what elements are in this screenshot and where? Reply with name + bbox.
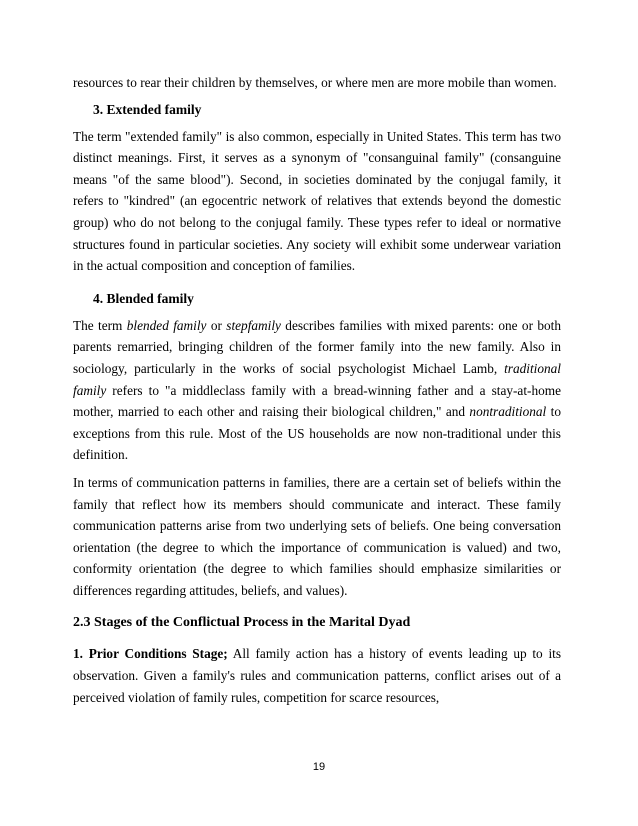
paragraph-blended-family bbox=[73, 315, 561, 466]
paragraph-extended-family: The term "extended family" is also common, especially in United States. This term has two distinct meanings. First, it serves as a synonym of "consanguinal family" (consanguine means "of the same blood"). Second, in societies dominated by the conjugal family, it refers to "kindred" (an egocentric network of relatives that extends beyond the domestic group) who do not belong to the conjugal family. These types refer to ideal or normative structures found in particular societies. Any society will exhibit some underwear variation in the actual composition and conception of families. bbox=[73, 128, 561, 274]
heading-stages-conflictual-process: 2.3 Stages of the Conflictual Process in the Marital Dyad bbox=[73, 615, 411, 631]
paragraph-communication-patterns: In terms of communication patterns in families, there are a certain set of beliefs within the family that reflect how its members should communicate and interact. These family communication patterns arise from two underlying sets of beliefs. One being conversation orientation (the degree to which the importance of communication is valued) and two, conformity orientation (the degree to which families should emphasize similarities or differences regarding attitudes, beliefs, and values). bbox=[73, 474, 561, 598]
paragraph-prior-conditions bbox=[73, 643, 561, 708]
term-nontraditional: nontraditional bbox=[469, 404, 547, 420]
term-stepfamily: stepfamily bbox=[226, 317, 281, 333]
term-blended-family: blended family bbox=[126, 317, 207, 333]
term-traditional-family: traditional family bbox=[73, 360, 561, 398]
text-run: describes families with mixed parents: one or both parents remarried, bringing children of the former family into the new family. Also in sociology, particularly in the works of social psychologist Michael Lamb, bbox=[73, 317, 562, 376]
text-run: or bbox=[206, 317, 227, 333]
term-prior-conditions-stage: 1. Prior Conditions Stage; bbox=[73, 646, 228, 662]
text-run: to exceptions from this rule. Most of the US households are now non-traditional under this definition. bbox=[73, 404, 561, 463]
page-content bbox=[73, 72, 561, 708]
text-run: All family action has a history of events leading up to its observation. Given a family's rules and communication patterns, conflict arises out of a perceived violation of family rules, competition for scarce resources, bbox=[73, 646, 562, 705]
text-run: The term bbox=[73, 317, 127, 333]
heading-extended-family: 3. Extended family bbox=[93, 101, 202, 117]
intro-paragraph: resources to rear their children by themselves, or where men are more mobile than women. bbox=[73, 75, 557, 90]
page-number: 19 bbox=[312, 761, 326, 773]
heading-blended-family: 4. Blended family bbox=[93, 290, 194, 306]
text-run: refers to "a middleclass family with a bread-winning father and a stay-at-home mother, married to each other and raising their biological children," and bbox=[73, 382, 561, 420]
